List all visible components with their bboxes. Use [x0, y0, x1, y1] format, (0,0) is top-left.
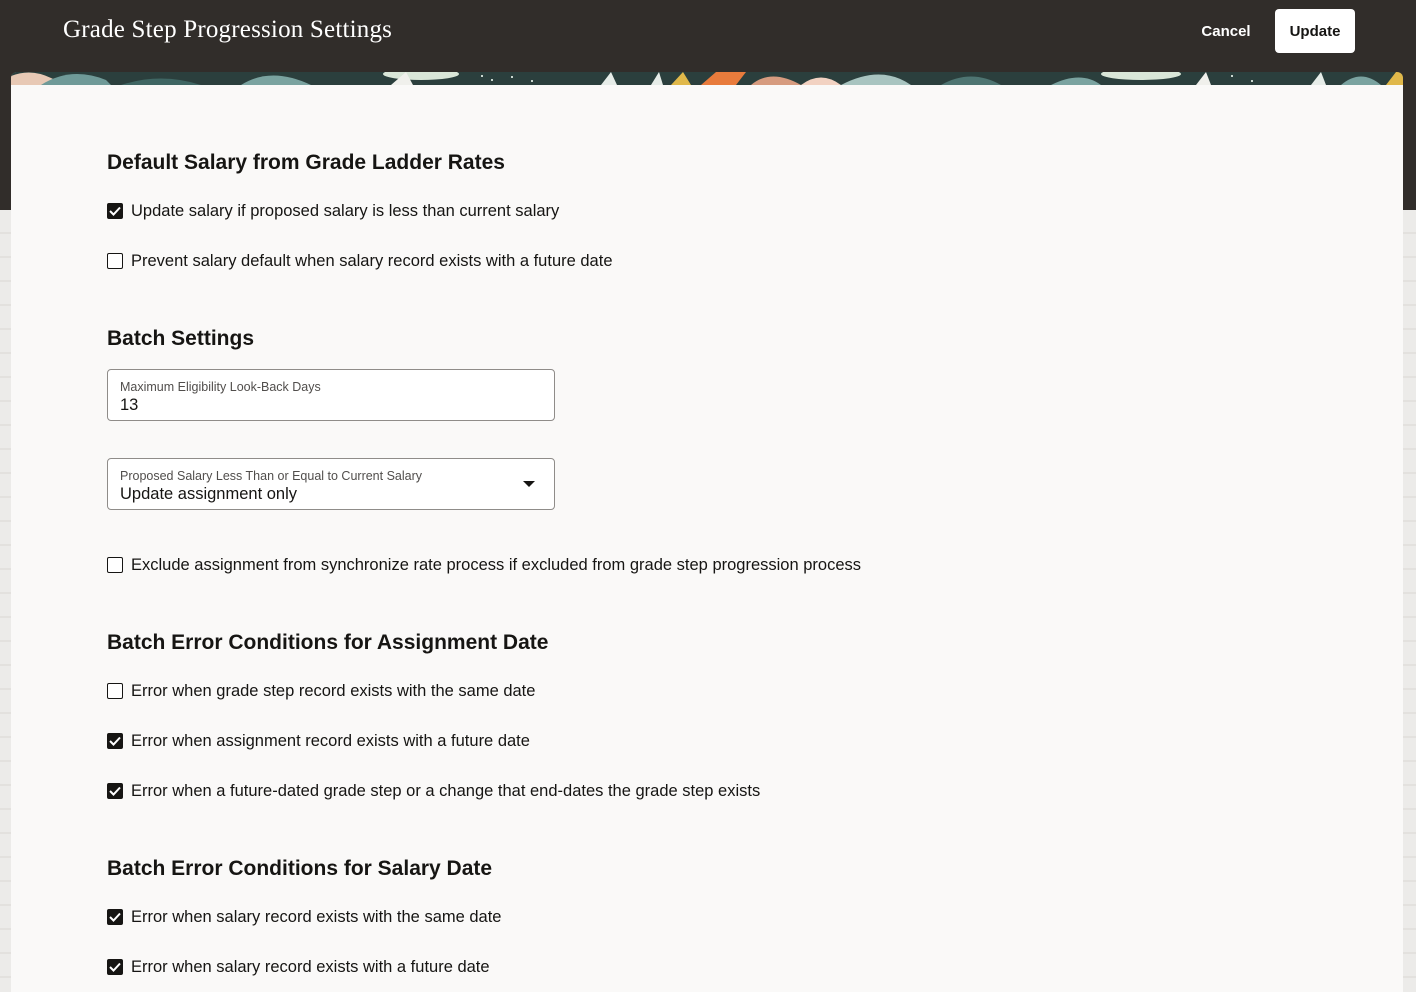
section-title-batch-settings: Batch Settings — [107, 327, 255, 350]
checkbox-error-future-dated-grade-step[interactable] — [107, 779, 760, 803]
checkbox-label: Prevent salary default when salary record exists with a future date — [131, 251, 613, 270]
decorative-banner — [11, 72, 1403, 85]
checkbox-unchecked-icon[interactable] — [107, 557, 123, 573]
settings-sheet — [11, 72, 1403, 992]
checkbox-prevent-salary-default[interactable] — [107, 249, 613, 273]
checkbox-label: Error when assignment record exists with a future date — [131, 731, 530, 750]
checkbox-checked-icon[interactable] — [107, 959, 123, 975]
checkbox-label: Error when salary record exists with the same date — [131, 907, 502, 926]
checkbox-unchecked-icon[interactable] — [107, 683, 123, 699]
checkbox-checked-icon[interactable] — [107, 909, 123, 925]
update-button[interactable]: Update — [1275, 9, 1355, 53]
section-title-salary-errors: Batch Error Conditions for Salary Date — [107, 857, 493, 880]
checkbox-exclude-assignment-sync[interactable] — [107, 553, 861, 577]
proposed-salary-label: Proposed Salary Less Than or Equal to Current Salary — [120, 469, 423, 483]
lookback-days-input[interactable] — [120, 396, 500, 415]
lookback-days-label: Maximum Eligibility Look-Back Days — [120, 380, 321, 394]
proposed-salary-select[interactable] — [107, 458, 555, 510]
checkbox-checked-icon[interactable] — [107, 203, 123, 219]
background-page-strip-right — [1403, 210, 1416, 992]
checkbox-checked-icon[interactable] — [107, 783, 123, 799]
checkbox-label: Update salary if proposed salary is less than current salary — [131, 201, 560, 220]
checkbox-update-salary-if-less[interactable] — [107, 199, 559, 223]
checkbox-label: Error when salary record exists with a future date — [131, 957, 490, 976]
page-title: Grade Step Progression Settings — [63, 16, 393, 43]
checkbox-error-salary-same-date[interactable] — [107, 905, 502, 929]
checkbox-label: Error when a future-dated grade step or a change that end-dates the grade step exists — [131, 781, 761, 800]
checkbox-error-assignment-future-date[interactable] — [107, 729, 530, 753]
checkbox-label: Error when grade step record exists with the same date — [131, 681, 536, 700]
background-page-strip-left — [0, 210, 11, 992]
lookback-days-field[interactable] — [107, 369, 555, 421]
checkbox-unchecked-icon[interactable] — [107, 253, 123, 269]
cancel-button[interactable]: Cancel — [1190, 10, 1262, 53]
dialog-header — [0, 0, 1416, 72]
section-title-assignment-errors: Batch Error Conditions for Assignment Date — [107, 631, 549, 654]
chevron-down-icon[interactable] — [523, 481, 535, 487]
checkbox-error-salary-future-date[interactable] — [107, 955, 490, 979]
checkbox-label: Exclude assignment from synchronize rate process if excluded from grade step progression process — [131, 555, 862, 574]
proposed-salary-value[interactable]: Update assignment only — [120, 485, 298, 503]
checkbox-error-grade-step-same-date[interactable] — [107, 679, 535, 703]
section-title-default-salary: Default Salary from Grade Ladder Rates — [107, 151, 505, 174]
checkbox-checked-icon[interactable] — [107, 733, 123, 749]
